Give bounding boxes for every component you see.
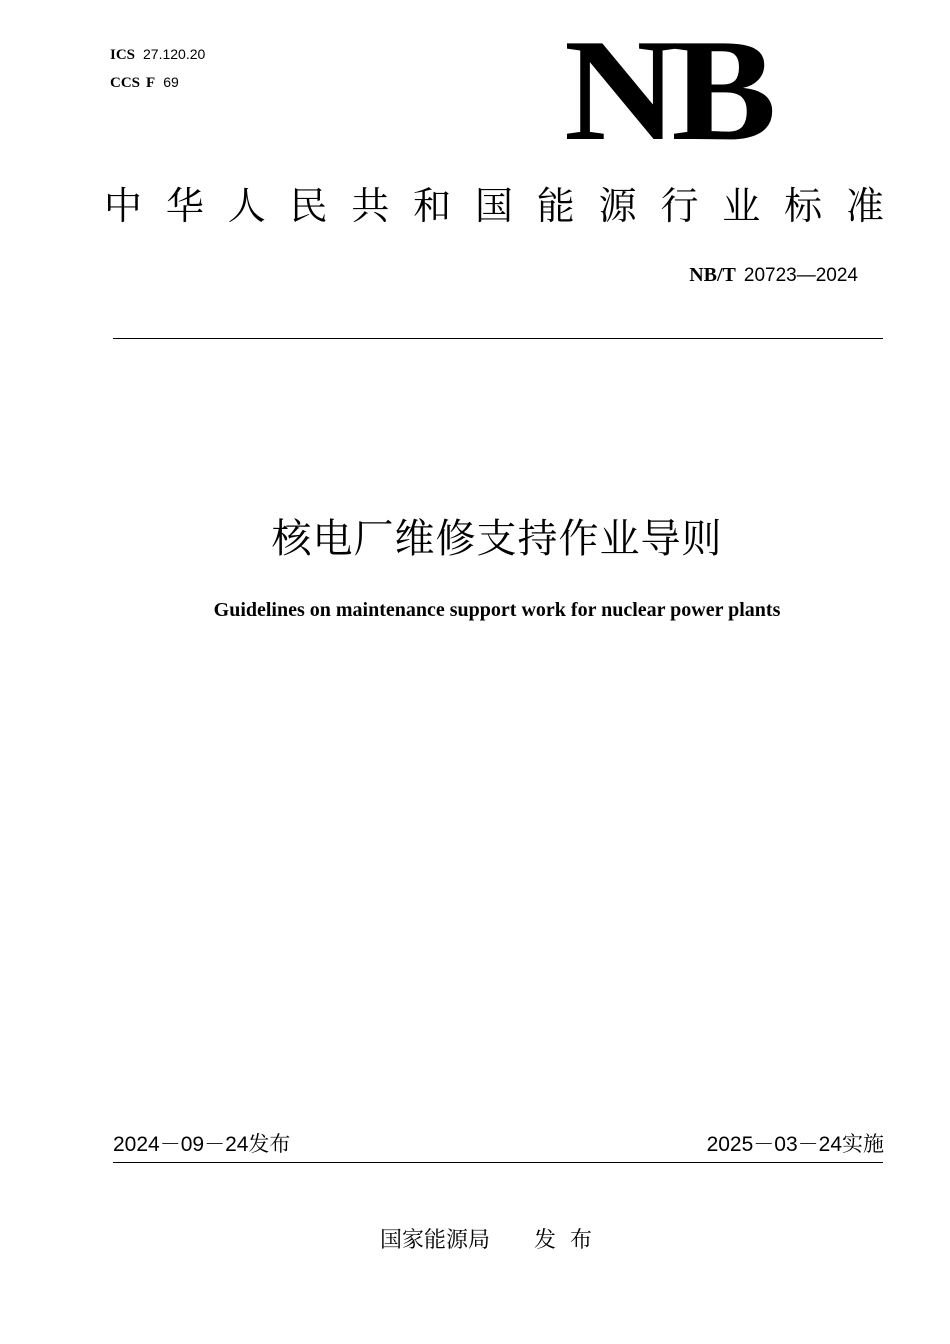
org-title-char: 国 — [474, 184, 513, 228]
ics-code — [110, 46, 205, 64]
standard-code: 20723—2024 — [743, 265, 858, 286]
ics-label: ICS — [110, 47, 136, 63]
ics-value: 27.120.20 — [143, 46, 206, 62]
org-title-char: 标 — [784, 184, 823, 228]
org-title-char: 民 — [289, 184, 328, 228]
ccs-sub: F — [146, 75, 156, 91]
issuer-action: 发布 — [534, 1228, 607, 1253]
org-title-char: 业 — [722, 184, 761, 228]
org-title-char: 中 — [104, 184, 143, 228]
org-title-char: 行 — [660, 184, 699, 228]
issue-date: 2024－09－24发布 — [113, 1133, 291, 1156]
org-title-char: 人 — [227, 184, 266, 228]
standard-prefix: NB/T — [689, 264, 736, 286]
org-title — [104, 178, 884, 234]
org-title-char: 和 — [413, 184, 452, 228]
issuer-name: 国家能源局 — [380, 1228, 491, 1253]
org-title-char: 华 — [165, 184, 204, 228]
org-title-char: 准 — [845, 184, 884, 228]
issuer — [380, 1226, 606, 1256]
nb-logo: NB — [564, 9, 771, 171]
ccs-code — [110, 74, 179, 92]
bottom-divider — [113, 1162, 883, 1163]
implement-date: 2025－03－24实施 — [706, 1133, 884, 1156]
title-chinese: 核电厂维修支持作业导则 — [271, 516, 723, 562]
ccs-value: 69 — [163, 74, 179, 90]
ccs-label: CCS — [110, 75, 141, 91]
org-title-char: 能 — [536, 184, 575, 228]
org-title-char: 共 — [351, 184, 390, 228]
org-title-char: 源 — [598, 184, 637, 228]
top-divider — [113, 338, 883, 339]
standard-number — [689, 264, 858, 287]
title-english: Guidelines on maintenance support work for nuclear power plants — [213, 599, 781, 621]
